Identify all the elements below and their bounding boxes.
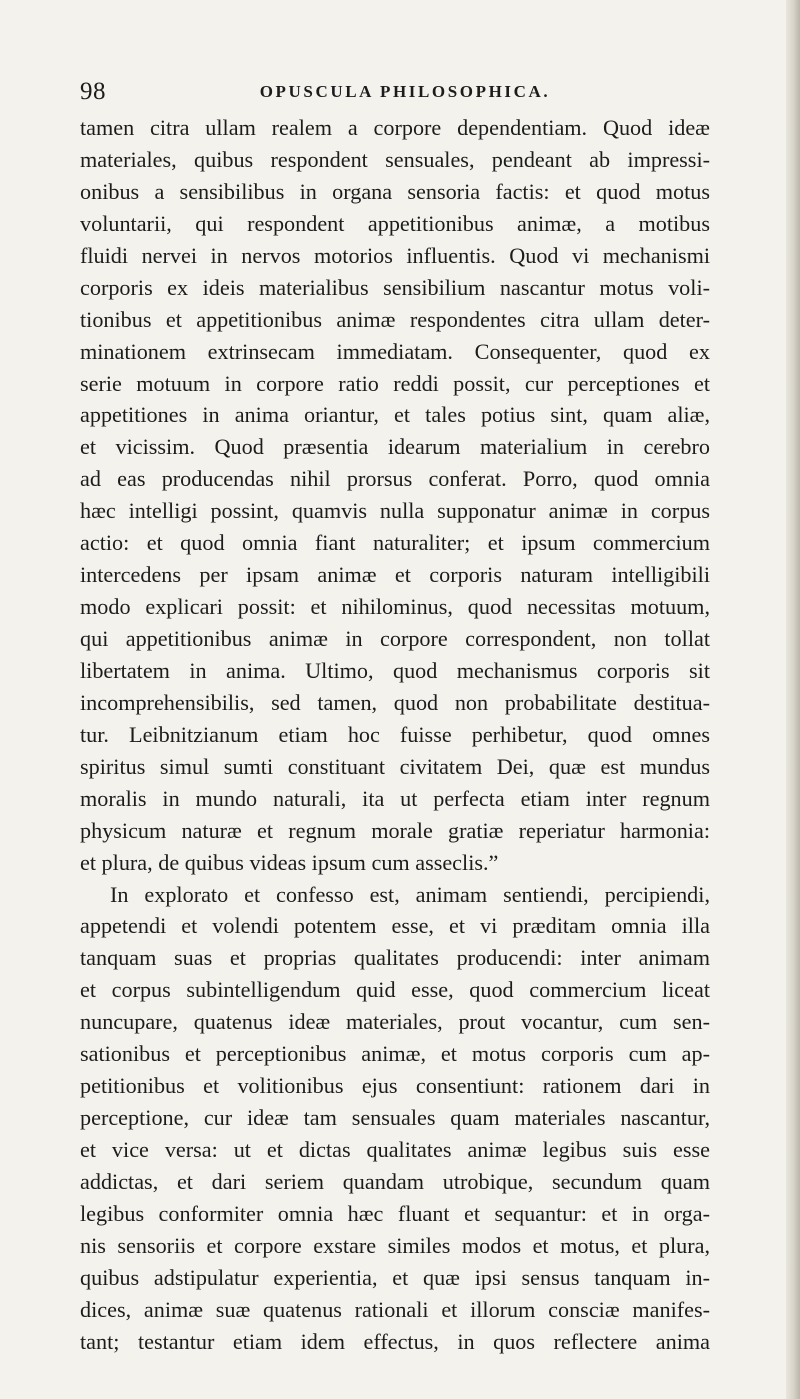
text-line: libertatem in anima. Ultimo, quod mechanismus corporis sit <box>80 657 710 683</box>
text-line: sationibus et perceptionibus animæ, et motus corporis cum ap- <box>80 1041 710 1067</box>
text-line: materiales, quibus respondent sensuales, pendeant ab impressi- <box>80 146 710 172</box>
text-line: hæc intelligi possint, quamvis nulla supponatur animæ in corpus <box>80 498 710 524</box>
paragraph-start-line: In explorato et confesso est, animam sentiendi, percipiendi, <box>110 881 710 907</box>
text-line: qui appetitionibus animæ in corpore correspondent, non tollat <box>80 626 710 651</box>
text-line: appetendi et volendi potentem esse, et vi præditam omnia illa <box>80 913 710 939</box>
text-line: tanquam suas et proprias qualitates producendi: inter animam <box>80 945 710 971</box>
text-line: fluidi nervei in nervos motorios influentis. Quod vi mechanismi <box>80 242 710 268</box>
page-header <box>80 78 710 108</box>
text-line: et corpus subintelligendum quid esse, quod commercium liceat <box>80 977 710 1003</box>
text-line: intercedens per ipsam animæ et corporis naturam intelligibili <box>80 562 710 588</box>
text-line: petitionibus et volitionibus ejus consentiunt: rationem dari in <box>80 1073 710 1099</box>
page-edge-shadow <box>786 0 800 1399</box>
text-line: legibus conformiter omnia hæc fluant et sequantur: et in orga- <box>80 1200 710 1226</box>
text-line: spiritus simul sumti constituant civitatem Dei, quæ est mundus <box>80 753 710 779</box>
page-number: 98 <box>80 78 106 105</box>
text-line: et vice versa: ut et dictas qualitates animæ legibus suis esse <box>80 1137 710 1162</box>
text-line: nis sensoriis et corpore exstare similes modos et motus, et plura, <box>80 1232 710 1258</box>
text-line: tionibus et appetitionibus animæ respondentes citra ullam deter- <box>80 306 710 332</box>
text-line: serie motuum in corpore ratio reddi possit, cur perceptiones et <box>80 370 710 396</box>
running-title: OPUSCULA PHILOSOPHICA. <box>259 82 551 101</box>
text-line: modo explicari possit: et nihilominus, quod necessitas motuum, <box>80 594 710 620</box>
text-line: onibus a sensibilibus in organa sensoria factis: et quod motus <box>80 178 710 204</box>
text-line: tur. Leibnitzianum etiam hoc fuisse perhibetur, quod omnes <box>80 721 710 747</box>
text-line: tamen citra ullam realem a corpore dependentiam. Quod ideæ <box>80 115 710 140</box>
text-line: dices, animæ suæ quatenus rationali et illorum consciæ manifes- <box>80 1296 710 1322</box>
text-line: quibus adstipulatur experientia, et quæ ipsi sensus tanquam in- <box>80 1264 710 1290</box>
body-text <box>80 112 710 1358</box>
text-line: ad eas producendas nihil prorsus conferat. Porro, quod omnia <box>80 466 710 492</box>
text-line: moralis in mundo naturali, ita ut perfecta etiam inter regnum <box>80 785 710 811</box>
paragraph-end-line: et plura, de quibus videas ipsum cum asseclis.” <box>80 849 499 875</box>
text-line: incomprehensibilis, sed tamen, quod non probabilitate destitua- <box>80 689 710 715</box>
text-line: et vicissim. Quod præsentia idearum materialium in cerebro <box>80 434 710 460</box>
text-line: tant; testantur etiam idem effectus, in quos reflectere anima <box>80 1328 710 1354</box>
text-line: voluntarii, qui respondent appetitionibus animæ, a motibus <box>80 210 710 236</box>
text-line: addictas, et dari seriem quandam utrobique, secundum quam <box>80 1168 710 1194</box>
text-line: physicum naturæ et regnum morale gratiæ reperiatur harmonia: <box>80 817 710 843</box>
text-line: corporis ex ideis materialibus sensibilium nascantur motus voli- <box>80 274 710 300</box>
text-line: minationem extrinsecam immediatam. Consequenter, quod ex <box>80 338 710 364</box>
text-line: perceptione, cur ideæ tam sensuales quam materiales nascantur, <box>80 1105 710 1131</box>
text-line: nuncupare, quatenus ideæ materiales, prout vocantur, cum sen- <box>80 1009 710 1035</box>
text-line: appetitiones in anima oriantur, et tales potius sint, quam aliæ, <box>80 402 710 428</box>
text-line: actio: et quod omnia fiant naturaliter; et ipsum commercium <box>80 530 710 556</box>
